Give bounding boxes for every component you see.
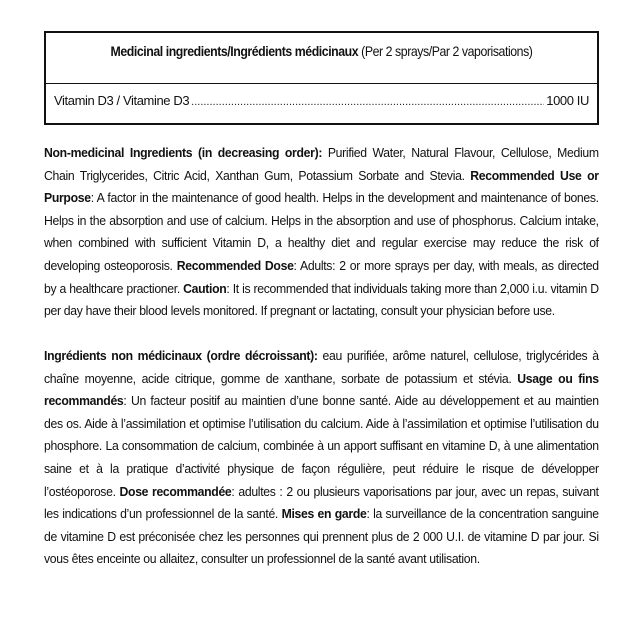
en-recommended-use-label: Recommended Use or Purpose [44, 167, 599, 206]
fr-nonmedicinal-text: eau purifiée, arôme naturel, cellulose, triglycérides à chaîne moyenne, acide citrique, gomme de xanthane, sorbate de potassium et stévia. [44, 348, 599, 386]
ingredient-name: Vitamin D3 / Vitamine D3 [54, 93, 190, 108]
french-paragraph [44, 345, 599, 571]
ingredient-amount: 1000 IU [546, 93, 589, 108]
ingredient-row [54, 93, 589, 108]
en-recommended-dose-text: : Adults: 2 or more sprays per day, with meals, as directed by a healthcare practioner. [44, 257, 599, 296]
fr-recommended-dose-label: Dose recommandée [119, 483, 232, 499]
dot-leader [191, 96, 544, 108]
fr-recommended-dose-text: : adultes : 2 ou plusieurs vaporisations par jour, avec un repas, suivant les indications d’un professionnel de la santé. [44, 483, 599, 522]
en-recommended-use-text: : A factor in the maintenance of good health. Helps in the development and maintenance of bones. Helps in the absorption and use of calcium. Helps in the absorption and use of phosphorus. Calcium intake, when combined with sufficient Vitamin D, a healthy diet and regular exercise may reduce the risk of developing osteoporosis. [44, 190, 599, 273]
en-caution-text: : It is recommended that individuals taking more than 2,000 i.u. vitamin D per day have their blood levels monitored. If pregnant or lactating, consult your physician before use. [44, 280, 599, 319]
english-paragraph [44, 142, 599, 323]
en-caution-label: Caution [183, 280, 227, 296]
fr-nonmedicinal-label: Ingrédients non médicinaux (ordre décroissant): [44, 348, 318, 363]
fr-recommended-use-text: : Un facteur positif au maintien d’une bonne santé. Aide au développement et au maintien des os. Aide à l’assimilation et optimise l’utilisation du calcium. Aide à l’assimilation et optimise l’utilisation du phosphore. La consommation de calcium, combinée à un apport suffisant en vitamine D, à une alimentation saine et à la pratique d’activité physique de façon régulière, peut réduire le risque de développer l’ostéoporose. [44, 393, 599, 499]
ingredients-header-bold: Medicinal ingredients/Ingrédients médicinaux [110, 43, 359, 59]
ingredients-header-per-dose: (Per 2 sprays/Par 2 vaporisations) [361, 43, 533, 59]
en-recommended-dose-label: Recommended Dose [176, 257, 294, 273]
ingredients-table-header [79, 43, 564, 59]
fr-caution-text: : la surveillance de la concentration sanguine de vitamine D est préconisée chez les personnes qui prennent plus de 2 000 U.I. de vitamine D par jour. Si vous êtes enceinte ou allaitez, consulter un professionnel de la santé avant utilisation. [44, 506, 599, 567]
fr-caution-label: Mises en garde [281, 506, 367, 522]
fr-recommended-use-label: Usage ou fins recommandés [44, 370, 599, 409]
en-nonmedicinal-text: Purified Water, Natural Flavour, Cellulose, Medium Chain Triglycerides, Citric Acid, Xanthan Gum, Potassium Sorbate and Stevia. [44, 145, 599, 183]
en-nonmedicinal-label: Non-medicinal Ingredients (in decreasing order): [44, 145, 323, 160]
ingredients-table-divider [46, 83, 597, 84]
medicinal-ingredients-table [44, 31, 599, 125]
